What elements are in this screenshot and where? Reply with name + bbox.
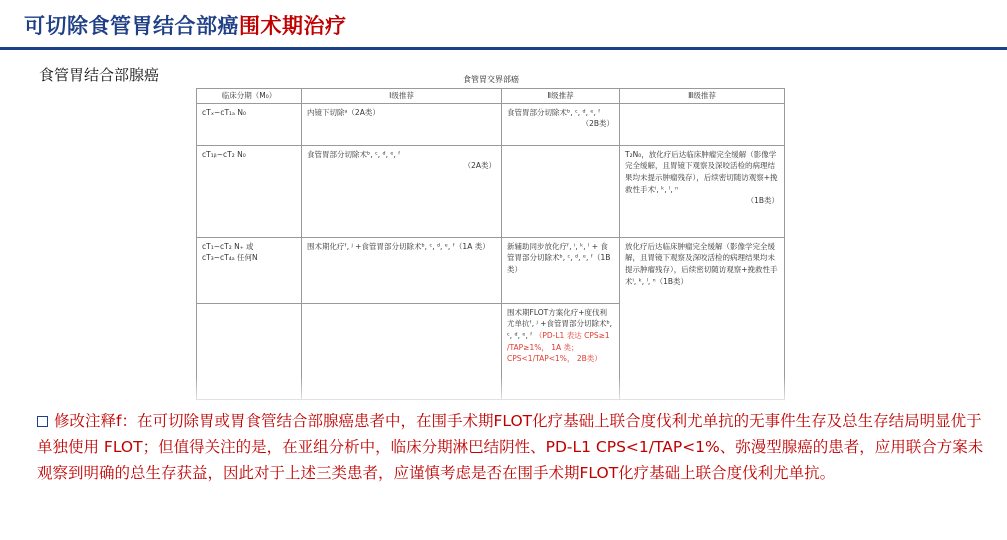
cell-level2-red-note: （PD-L1 表达 CPS≥1 /TAP≥1%， 1A 类； CPS<1/TAP<1%， 2B类） (507, 330, 610, 364)
table-header-row (197, 89, 785, 104)
cell-stage: cT₁ᵦ~cT₂ N₀ (197, 145, 302, 237)
page-title-accent: 围术期治疗 (239, 14, 347, 38)
column-header-level2: Ⅱ级推荐 (502, 89, 620, 104)
cell-level1-grade: （2A类） (463, 161, 496, 171)
revision-note (37, 408, 992, 486)
cell-level1: 围术期化疗ᶠ, ʲ +食管胃部分切除术ᵇ, ᶜ, ᵈ, ᵉ, ᶠ（1A 类） (302, 237, 502, 303)
table-row (197, 103, 785, 145)
cell-level2: 新辅助同步放化疗ᶠ, ⁱ, ᵏ, ˡ + 食管胃部分切除术ᵇ, ᶜ, ᵈ, ᵉ, ᶠ（1B 类） (502, 237, 620, 303)
checkbox-bullet-icon (37, 416, 48, 427)
cell-level3-grade: （1B类） (746, 196, 779, 206)
cell-level2 (502, 103, 620, 145)
page-title-main: 可切除食管胃结合部癌 (24, 14, 239, 38)
cell-level3 (620, 145, 785, 237)
cell-stage (197, 303, 302, 399)
cell-level3 (620, 103, 785, 145)
cell-level3-text: T₂N₀，放化疗后达临床肿瘤完全缓解（影像学完全缓解，且胃镜下观察及深咬活检的病理结果均未提示肿瘤残存），后续密切随访观察+挽救性手术ⁱ, ᵏ, ˡ, ⁿ (625, 149, 778, 194)
cell-level2-text: 围术期FLOT方案化疗+度伐利尤单抗ᶠ, ʲ +食管胃部分切除术ᵇ, ᶜ, ᵈ, ᵉ, ᶠ (507, 307, 613, 340)
cell-level1 (302, 303, 502, 399)
table-row (197, 237, 785, 303)
title-bar (0, 0, 1007, 50)
cell-level3: 放化疗后达临床肿瘤完全缓解（影像学完全缓解，且胃镜下观察及深咬活检的病理结果均未提示肿瘤残存），后续密切随访观察+挽救性手术ⁱ, ᵏ, ˡ, ⁿ（1B类） (620, 237, 785, 399)
revision-note-text: 修改注释f：在可切除胃或胃食管结合部腺癌患者中，在围手术期FLOT化疗基础上联合度伐利尤单抗的无事件生存及总生存结局明显优于单独使用 FLOT；但值得关注的是，在亚组分析中，临床分期淋巴结阴性、PD-L1 CPS<1/TAP<1%、弥漫型腺癌的患者，应用联合方案未观察到明确的总生存获益，因此对于上述三类患者，应谨慎考虑是否在围手术期FLOT化疗基础上联合度伐利尤单抗。 (37, 412, 984, 482)
section-subtitle: 食管胃结合部腺癌 (39, 66, 160, 84)
cell-level1 (302, 145, 502, 237)
cell-stage: cT₁~cT₂ N₊ 或 cT₃~cT₄ₐ 任何N (197, 237, 302, 303)
guideline-table (196, 88, 785, 400)
cell-level2-grade: （2B类） (581, 119, 614, 129)
page-title (24, 10, 347, 40)
table-row (197, 145, 785, 237)
title-underline (0, 47, 1007, 50)
cell-level1: 内镜下切除ᵃ（2A类） (302, 103, 502, 145)
cell-level2 (502, 145, 620, 237)
cell-level2 (502, 303, 620, 399)
column-header-stage: 临床分期（M₀） (197, 89, 302, 104)
column-header-level1: Ⅰ级推荐 (302, 89, 502, 104)
cell-level1-text: 食管胃部分切除术ᵇ, ᶜ, ᵈ, ᵉ, ᶠ (307, 149, 401, 159)
guideline-table-image (196, 70, 786, 404)
cell-stage: cTₓ~cT₁ₐ N₀ (197, 103, 302, 145)
cell-level2-text: 食管胃部分切除术ᵇ, ᶜ, ᵈ, ᵉ, ᶠ (507, 107, 601, 117)
table-caption: 食管胃交界部癌 (463, 75, 519, 84)
column-header-level3: Ⅲ级推荐 (620, 89, 785, 104)
